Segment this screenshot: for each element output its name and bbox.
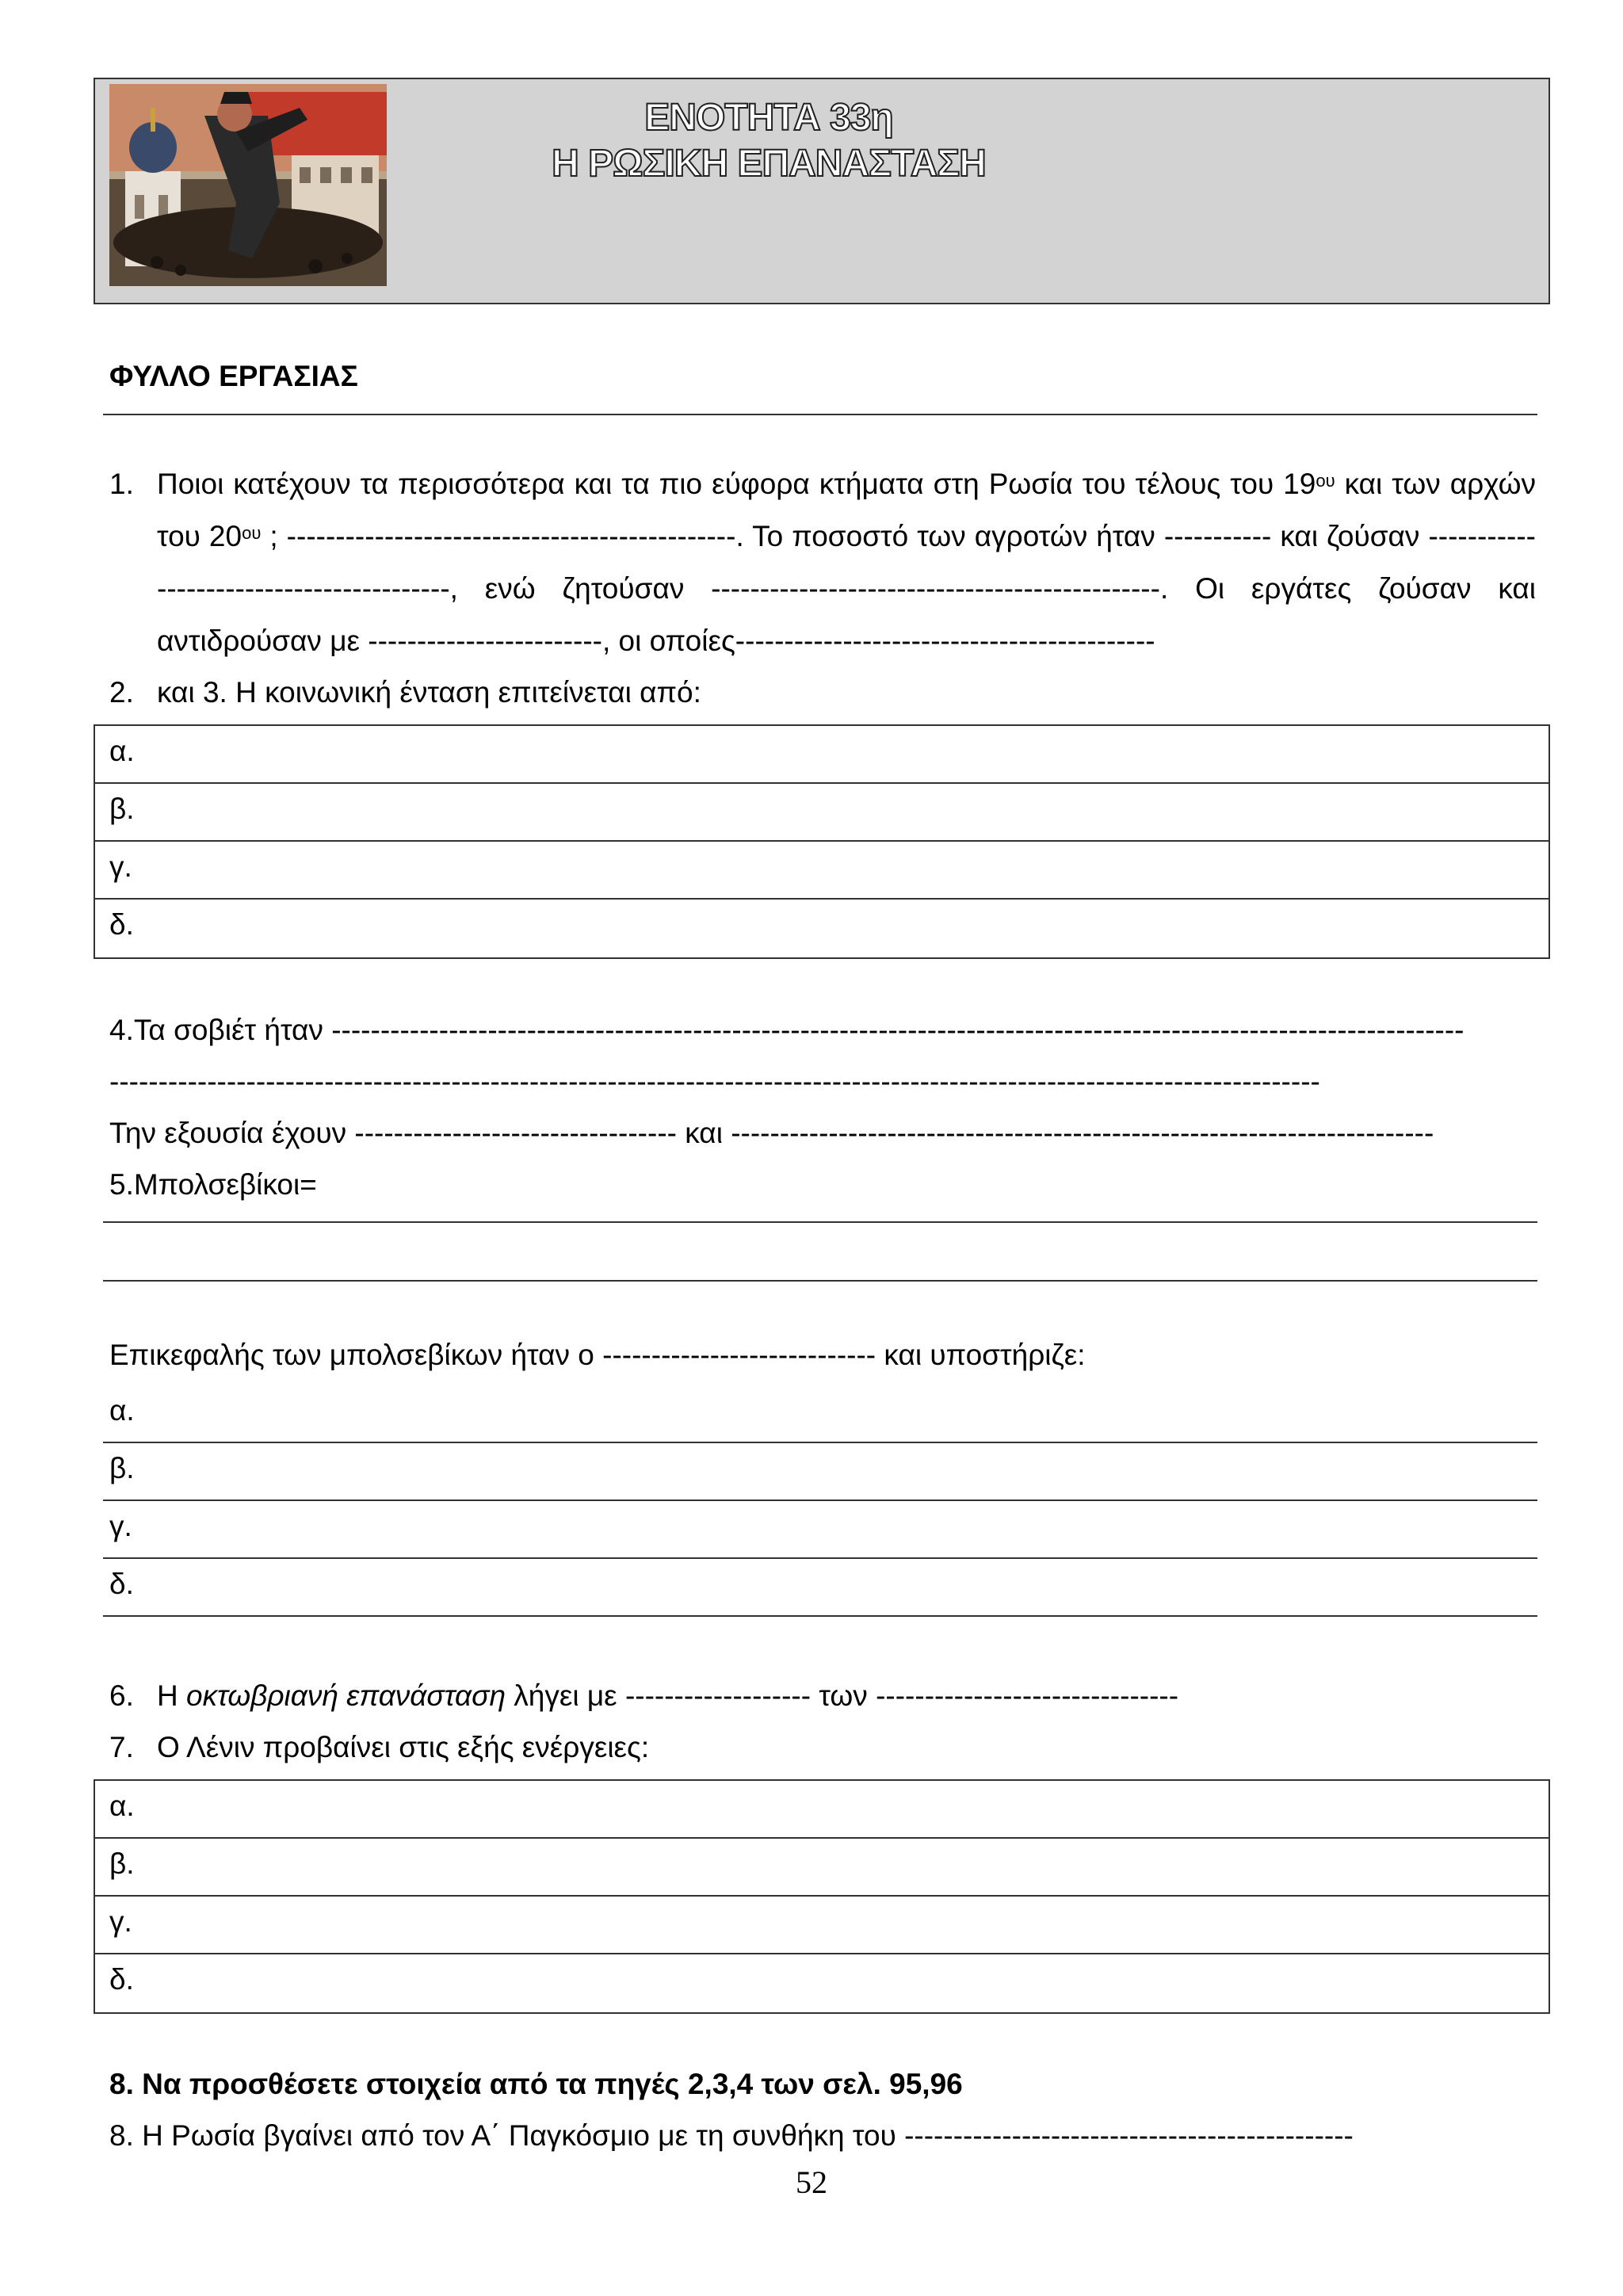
q1-text [157,458,1536,667]
divider [103,414,1537,415]
answer-row[interactable]: α. [95,1781,1549,1839]
answer-row[interactable]: β. [95,784,1549,842]
q1-part1: Ποιοι κατέχουν τα περισσότερα και τα πιο εύφορα κτήματα στη Ρωσία του τέλους του 19 [157,468,1316,500]
worksheet-label: ΦΥΛΛΟ ΕΡΓΑΣΙΑΣ [109,360,358,392]
answer-row[interactable]: γ. [95,842,1549,900]
answer-row[interactable]: γ. [103,1501,1537,1559]
q8-text: 8. Η Ρωσία βγαίνει από τον Α΄ Παγκόσμιο με τη συνθήκη του ---------------------------------------------- [109,2119,1354,2152]
header-box [94,78,1550,304]
page-number: 52 [796,2164,827,2200]
q1-sup1: ου [1316,471,1335,491]
q6-post: λήγει με ------------------- των ------------------------------- [506,1679,1179,1712]
q7-text: Ο Λένιν προβαίνει στις εξής ενέργειες: [157,1731,650,1763]
q7-number: 7. [109,1731,134,1763]
unit-title-line2: Η ΡΩΣΙΚΗ ΕΠΑΝΑΣΤΑΣΗ [552,143,986,185]
q6-number: 6. [109,1679,134,1712]
q8-bold-instruction: 8. Να προσθέσετε στοιχεία από τα πηγές 2,3,4 των σελ. 95,96 [109,2068,963,2100]
answer-line[interactable] [103,1221,1537,1223]
answer-row[interactable]: α. [103,1385,1537,1443]
q5-leader-text: Επικεφαλής των μπολσεβίκων ήταν ο ---------------------------- και υποστήριζε: [109,1339,1086,1371]
q23-answer-table [94,724,1550,959]
answer-row[interactable]: β. [95,1839,1549,1897]
q4-line1: 4.Τα σοβιέτ ήταν -------------------------------------------------------------------------------------------------------------------- [109,1014,1465,1046]
q1-number: 1. [109,468,134,500]
q6-pre: Η [157,1679,186,1712]
q4-line2: ---------------------------------------------------------------------------------------------------------------------------- [109,1065,1320,1098]
q7-answer-table [94,1779,1550,2014]
answer-row[interactable]: α. [95,726,1549,784]
q1-sup2: ου [242,523,262,543]
answer-row[interactable]: δ. [109,1963,134,1996]
q23-number: 2. [109,676,134,709]
q6-italic: οκτωβριανή επανάσταση [186,1679,506,1712]
q1-part3: ; ----------------------------------------------. Το ποσοστό των αγροτών ήταν ----------- και ζούσαν -----------------------------------------, ενώ ζητούσαν ----------------------------------------------. Οι εργάτες ζούσαν και αντιδρούσαν με ------------------------, οι οποίες------------------------------------------- [157,520,1536,657]
unit-title [95,95,1442,187]
answer-line[interactable] [103,1280,1537,1282]
answer-row[interactable]: γ. [95,1897,1549,1954]
q5-label: 5.Μπολσεβίκοι= [109,1168,317,1201]
answer-row[interactable]: δ. [103,1559,1537,1617]
answer-row[interactable]: β. [103,1443,1537,1501]
q4-line3: Την εξουσία έχουν --------------------------------- και ------------------------------------------------------------------------ [109,1117,1434,1149]
q1-part2: και των αρχών του 20 [157,468,1536,552]
q6-text [157,1679,1178,1713]
answer-row[interactable]: δ. [109,908,134,941]
unit-title-line1: ΕΝΟΤΗΤΑ 33η [644,97,893,139]
q23-text: και 3. Η κοινωνική ένταση επιτείνεται από: [157,676,701,709]
